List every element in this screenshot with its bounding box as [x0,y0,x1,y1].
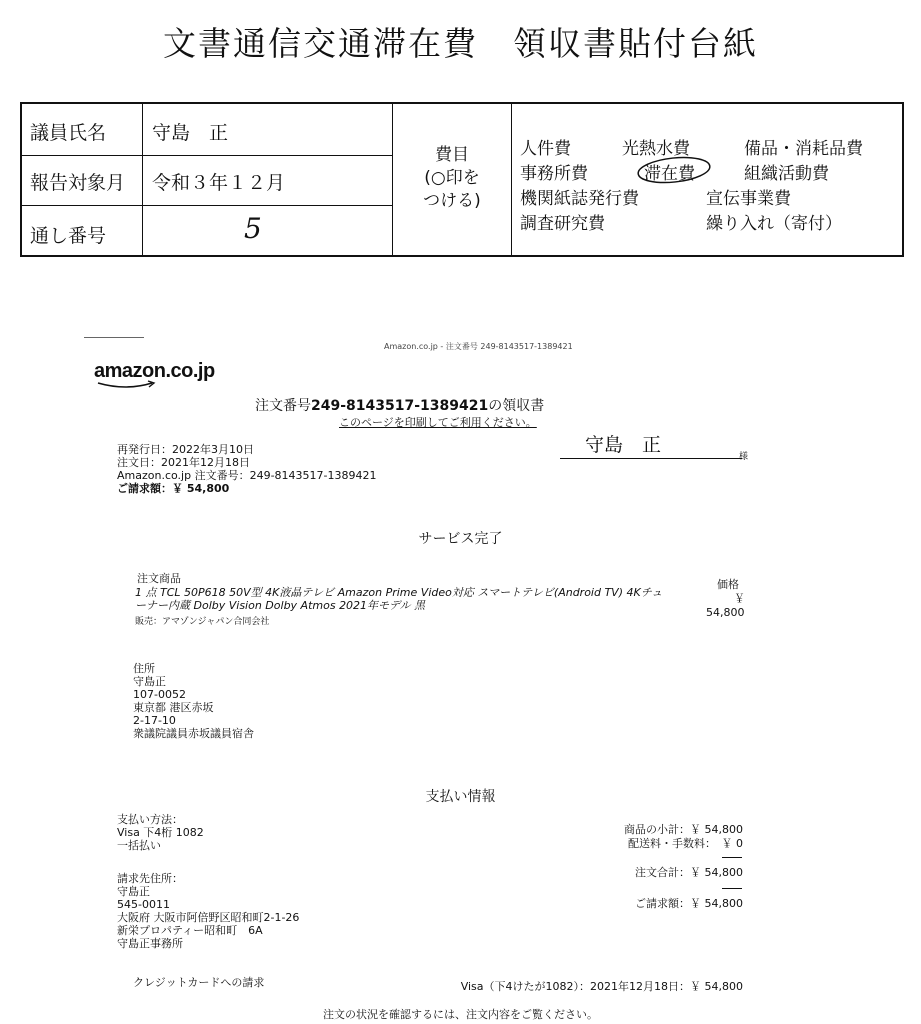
cut-date-fragment [84,337,144,344]
category-research: 調査研究費 [520,214,605,234]
item-price-currency: ￥ [734,592,745,605]
smile-icon [96,380,160,390]
items-heading: 注文商品 [137,572,181,585]
report-month-label: 報告対象月 [30,172,126,194]
page-title: 文書通信交通滞在費 領収書貼付台紙 [163,24,758,63]
item-description [135,586,662,612]
category-office: 事務所費 [520,164,588,184]
row-divider [22,155,392,156]
billing-address-line: 大阪府 大阪市阿倍野区昭和町2-1-26 [117,911,300,924]
order-number: 249-8143517-1389421 [311,398,489,414]
address-heading: 住所 [133,662,155,675]
receipt-title [255,395,544,415]
column-divider [511,104,512,255]
report-month-value: 令和３年１２月 [152,172,286,194]
category-equipment: 備品・消耗品費 [744,139,863,159]
address-line: 衆議院議員赤坂議員宿舎 [133,727,254,740]
order-date: 注文日：2021年12月18日 [117,456,250,469]
category-donation: 繰り入れ（寄付） [706,214,842,234]
category-stay: 滞在費 [644,164,695,184]
order-title-suffix: の領収書 [488,398,545,414]
address-line: 107-0052 [133,688,186,701]
billed-amount-line: ご請求額：￥ 54,800 [117,482,230,495]
billing-address-line: 545-0011 [117,898,170,911]
circle-mark [634,152,714,188]
order-summary [117,443,376,495]
member-name-label: 議員氏名 [30,122,107,144]
item-line: 1 点 TCL 50P618 50V型 4K液晶テレビ Amazon Prime Video対応 スマートテレビ(Android TV) 4Kチュ [135,586,663,599]
receipt-top-header: Amazon.co.jp - 注文番号 249-8143517-1389421 [384,342,573,351]
logo-text: amazon.co.jp [94,360,215,382]
seller: 販売：アマゾンジャパン合同会社 [135,617,270,627]
expense-label-line: (○印を [424,168,480,188]
address-line: 2-17-10 [133,714,176,727]
price-heading: 価格 [717,578,739,591]
service-status: サービス完了 [418,531,503,547]
billing-address-line: 守島正事務所 [117,937,183,950]
payment-method [117,813,204,852]
header-table [20,102,904,257]
shipping-fee: 配送料・手数料： ￥ 0 [628,837,743,850]
address-line: 守島正 [133,675,166,688]
billing-address-line: 新栄プロパティー昭和町 6A [117,924,263,937]
print-note: このページを印刷してご利用ください。 [339,416,537,429]
item-line: ーナー内蔵 Dolby Vision Dolby Atmos 2021年モデル 黒 [135,599,426,612]
footer-note: 注文の状況を確認するには、注文内容をご覧ください。 [323,1008,598,1021]
order-total: 注文合計：￥ 54,800 [635,866,743,879]
recipient-signature: 守島 正 [585,434,662,456]
total-divider [722,888,742,889]
total-divider [722,857,742,858]
expense-label-line: 費目 [435,145,469,165]
column-divider [142,104,143,255]
card-charge-label: クレジットカードへの請求 [133,976,265,989]
column-divider [392,104,393,255]
row-divider [22,205,392,206]
billing-address [117,872,299,950]
expense-label-line: つける) [423,191,481,211]
order-title-prefix: 注文番号 [255,398,311,414]
category-organization: 組織活動費 [744,164,829,184]
payment-method-line: 一括払い [117,839,161,852]
serial-number-value: 5 [244,212,262,245]
order-number-line: Amazon.co.jp 注文番号：249-8143517-1389421 [117,469,377,482]
payment-heading: 支払い情報 [425,789,496,805]
billing-address-line: 請求先住所： [117,872,183,885]
category-advertising: 宣伝事業費 [706,189,791,209]
expense-item-label [394,144,510,213]
serial-number-label: 通し番号 [30,225,107,247]
payment-method-line: 支払い方法： [117,813,183,826]
subtotal: 商品の小計：￥ 54,800 [624,823,743,836]
payment-method-line: Visa 下4桁 1082 [117,826,204,839]
billed-total: ご請求額：￥ 54,800 [635,897,743,910]
item-price: 54,800 [706,606,745,619]
member-name-value: 守島 正 [152,122,229,144]
category-personnel: 人件費 [520,139,571,159]
category-utilities: 光熱水費 [622,139,690,159]
recipient-suffix: 様 [739,452,749,462]
category-publication: 機関紙誌発行費 [520,189,639,209]
reissue-date: 再発行日：2022年3月10日 [117,443,254,456]
address-line: 東京都 港区赤坂 [133,701,214,714]
card-charge-detail: Visa（下4けたが1082）：2021年12月18日：￥ 54,800 [460,980,743,993]
signature-line [560,458,742,459]
billing-address-line: 守島正 [117,885,150,898]
shipping-address [133,662,254,740]
